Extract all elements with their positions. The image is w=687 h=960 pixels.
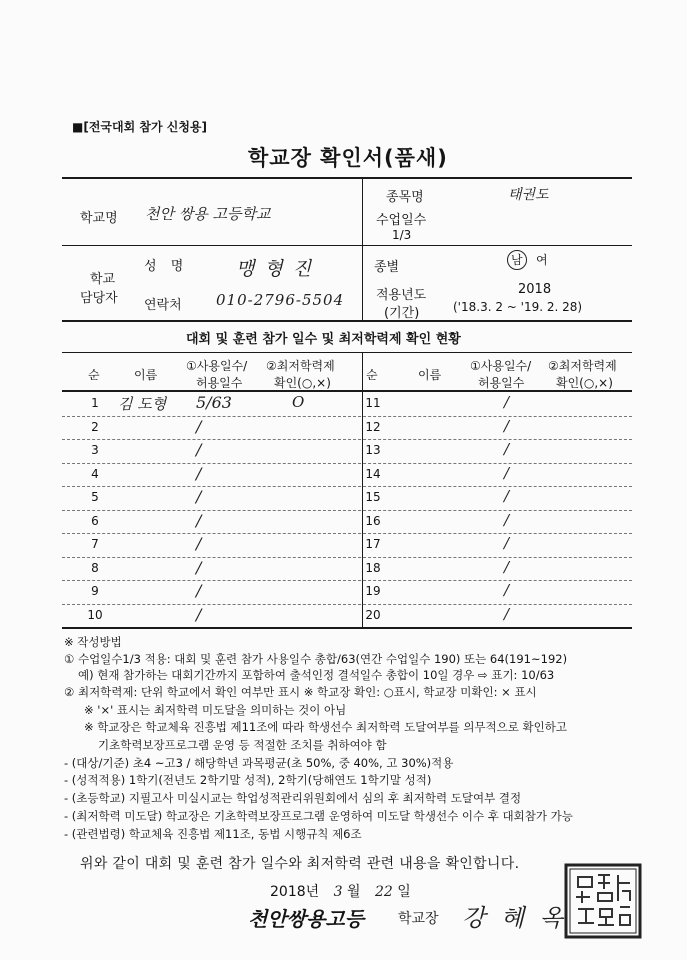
teacher-phone-label: 연락처 <box>144 298 182 313</box>
row-separator <box>62 533 632 534</box>
row-separator <box>62 486 632 487</box>
period-value: ('18.3. 2 ~ '19. 2. 28) <box>453 300 583 314</box>
row-days: / <box>196 510 202 530</box>
row-number: 6 <box>91 513 99 528</box>
row-number: 8 <box>91 560 99 575</box>
teacher-name-label: 성 명 <box>144 259 184 274</box>
note-line: 예) 현재 참가하는 대회기간까지 포함하여 출석인정 결석일수 총합이 10일 경우 ⇨ 표기: 10/63 <box>78 668 555 682</box>
page-title: 학교장 확인서(품새) <box>248 146 448 170</box>
row-number: 14 <box>365 466 381 481</box>
col-header-min: 확인(○,×) <box>556 376 613 390</box>
row-name: 김 도형 <box>118 395 167 413</box>
row-number: 11 <box>365 396 381 410</box>
row-days: / <box>196 534 202 553</box>
row-days: / <box>196 463 202 483</box>
col-header-days: ①사용일수/ <box>470 359 532 373</box>
school-name-value: 천안 쌍용 고등학교 <box>145 205 271 223</box>
row-number: 19 <box>365 584 381 598</box>
col-header-days: ①사용일수/ <box>186 359 248 373</box>
row-days: / <box>196 581 202 600</box>
teacher-label-line1: 학교 <box>90 272 116 287</box>
school-signature: 천안쌍용고등 <box>248 907 364 931</box>
row-number: 7 <box>91 537 99 551</box>
top-border <box>62 177 632 179</box>
row-min-check: O <box>292 393 305 411</box>
divider <box>62 352 632 353</box>
row-number: 10 <box>87 607 103 622</box>
principal-label: 학교장 <box>398 911 439 927</box>
row-days: / <box>504 463 510 482</box>
row-number: 4 <box>91 466 99 481</box>
row-days: / <box>504 440 510 458</box>
note-line: ※ '×' 표시는 최저학력 미도달을 의미하는 것이 아님 <box>84 703 347 717</box>
col-header-days: 허용일수 <box>478 376 525 390</box>
row-separator <box>62 439 632 440</box>
row-days: / <box>196 416 202 436</box>
row-separator <box>62 416 632 417</box>
year-value: 2018 <box>518 282 552 297</box>
col-header-min: ②최저학력제 <box>548 359 617 373</box>
row-days: / <box>196 487 202 506</box>
school-name-label: 학교명 <box>80 211 118 226</box>
note-detail: - (대상/기준) 초4 ~고3 / 해당학년 과목평균(초 50%, 중 40%, 고 30%)적용 <box>64 756 454 770</box>
divider <box>362 178 363 320</box>
row-days: / <box>504 393 510 411</box>
event-value: 태권도 <box>508 187 549 203</box>
event-label: 종목명 <box>386 190 424 205</box>
row-days: / <box>196 604 202 624</box>
date-line <box>270 881 411 901</box>
notes-heading: ※ 작성방법 <box>64 635 122 649</box>
note-line: ② 최저학력제: 단위 학교에서 확인 여부만 표시 ※ 학교장 확인: ○표시, 학교장 미확인: × 표시 <box>64 685 537 699</box>
row-separator <box>62 463 632 464</box>
row-separator <box>62 557 632 558</box>
row-days: / <box>504 510 510 529</box>
row-days: / <box>504 557 510 576</box>
year-label: 적용년도 <box>376 288 427 303</box>
row-number: 12 <box>365 419 381 434</box>
divider <box>62 320 632 322</box>
col-header-no: 순 <box>366 368 378 382</box>
class-days-label: 수업일수 <box>376 213 427 228</box>
row-days: / <box>504 534 510 552</box>
section-title: 대회 및 훈련 참가 일수 및 최저학력제 확인 현황 <box>186 332 461 347</box>
row-days: / <box>196 557 202 577</box>
row-separator <box>62 580 632 581</box>
row-days: / <box>504 604 510 623</box>
period-label: (기간) <box>384 306 420 321</box>
date-day-unit: 일 <box>397 884 411 900</box>
row-separator <box>62 604 632 605</box>
principal-name: 강 혜 옥 <box>462 904 567 932</box>
note-detail: - (관련법령) 학교체육 진흥법 제11조, 동법 시행규칙 제6조 <box>64 827 362 841</box>
row-number: 20 <box>365 607 381 622</box>
note-line: ※ 학교장은 학교체육 진흥법 제11조에 따라 학생선수 최저학력 도달여부를 의무적으로 확인하고 <box>84 720 567 734</box>
col-header-name: 이름 <box>418 368 442 382</box>
gender-male: 남 <box>511 253 523 267</box>
note-detail: - (성적적용) 1학기(전년도 2학기말 성적), 2학기(당해연도 1학기말 성적) <box>64 773 432 787</box>
gender-female: 여 <box>536 253 548 267</box>
table-bottom-border <box>62 627 632 629</box>
row-number: 1 <box>91 396 99 410</box>
col-header-min: 확인(○,×) <box>274 376 331 390</box>
col-header-days: 허용일수 <box>196 376 243 390</box>
row-days: / <box>196 440 202 459</box>
date-day: 22 <box>374 884 393 900</box>
form-tag: ■[전국대회 참가 신청용] <box>72 120 207 134</box>
row-days: 5/63 <box>196 393 232 412</box>
official-seal-stamp <box>564 863 642 939</box>
gender-label: 종별 <box>374 260 400 275</box>
row-number: 17 <box>365 537 381 551</box>
row-number: 2 <box>91 419 99 434</box>
teacher-phone-value: 010-2796-5504 <box>216 291 345 309</box>
col-header-name: 이름 <box>134 368 158 382</box>
teacher-label-line2: 담당자 <box>80 291 118 306</box>
note-detail: - (최저학력 미도달) 학교장은 기초학력보장프로그램 운영하여 미도달 학생선수 이수 후 대회참가 가능 <box>64 809 573 823</box>
row-number: 13 <box>365 443 381 457</box>
divider <box>62 245 632 246</box>
note-detail: - (초등학교) 지필고사 미실시교는 학업성적관리위원회에서 심의 후 최저학력 도달여부 결정 <box>64 791 522 805</box>
date-year-unit: 년 <box>305 884 320 900</box>
row-days: / <box>504 416 510 435</box>
col-header-no: 순 <box>88 368 100 382</box>
confirm-statement: 위와 같이 대회 및 훈련 참가 일수와 최저학력 관련 내용을 확인합니다. <box>80 856 520 872</box>
note-line: 기초학력보장프로그램 운영 등 적절한 조치를 취하여야 함 <box>98 738 387 752</box>
row-number: 15 <box>365 490 381 504</box>
date-month: 3 <box>333 884 343 900</box>
date-month-unit: 월 <box>347 884 361 900</box>
row-days: / <box>504 581 510 599</box>
row-separator <box>62 510 632 511</box>
divider <box>62 390 632 392</box>
row-number: 3 <box>91 443 99 457</box>
row-days: / <box>504 487 510 505</box>
class-days-value: 1/3 <box>392 228 412 242</box>
row-number: 16 <box>365 513 381 528</box>
row-number: 5 <box>91 490 99 504</box>
note-line: ① 수업일수1/3 적용: 대회 및 훈련 참가 사용일수 총합/63(연간 수업일수 190) 또는 64(191~192) <box>64 652 568 666</box>
row-number: 18 <box>365 560 381 575</box>
col-header-min: ②최저학력제 <box>266 359 335 373</box>
row-number: 9 <box>91 584 99 598</box>
date-year: 2018 <box>270 884 306 900</box>
teacher-name-value: 맹 형 진 <box>236 258 314 280</box>
